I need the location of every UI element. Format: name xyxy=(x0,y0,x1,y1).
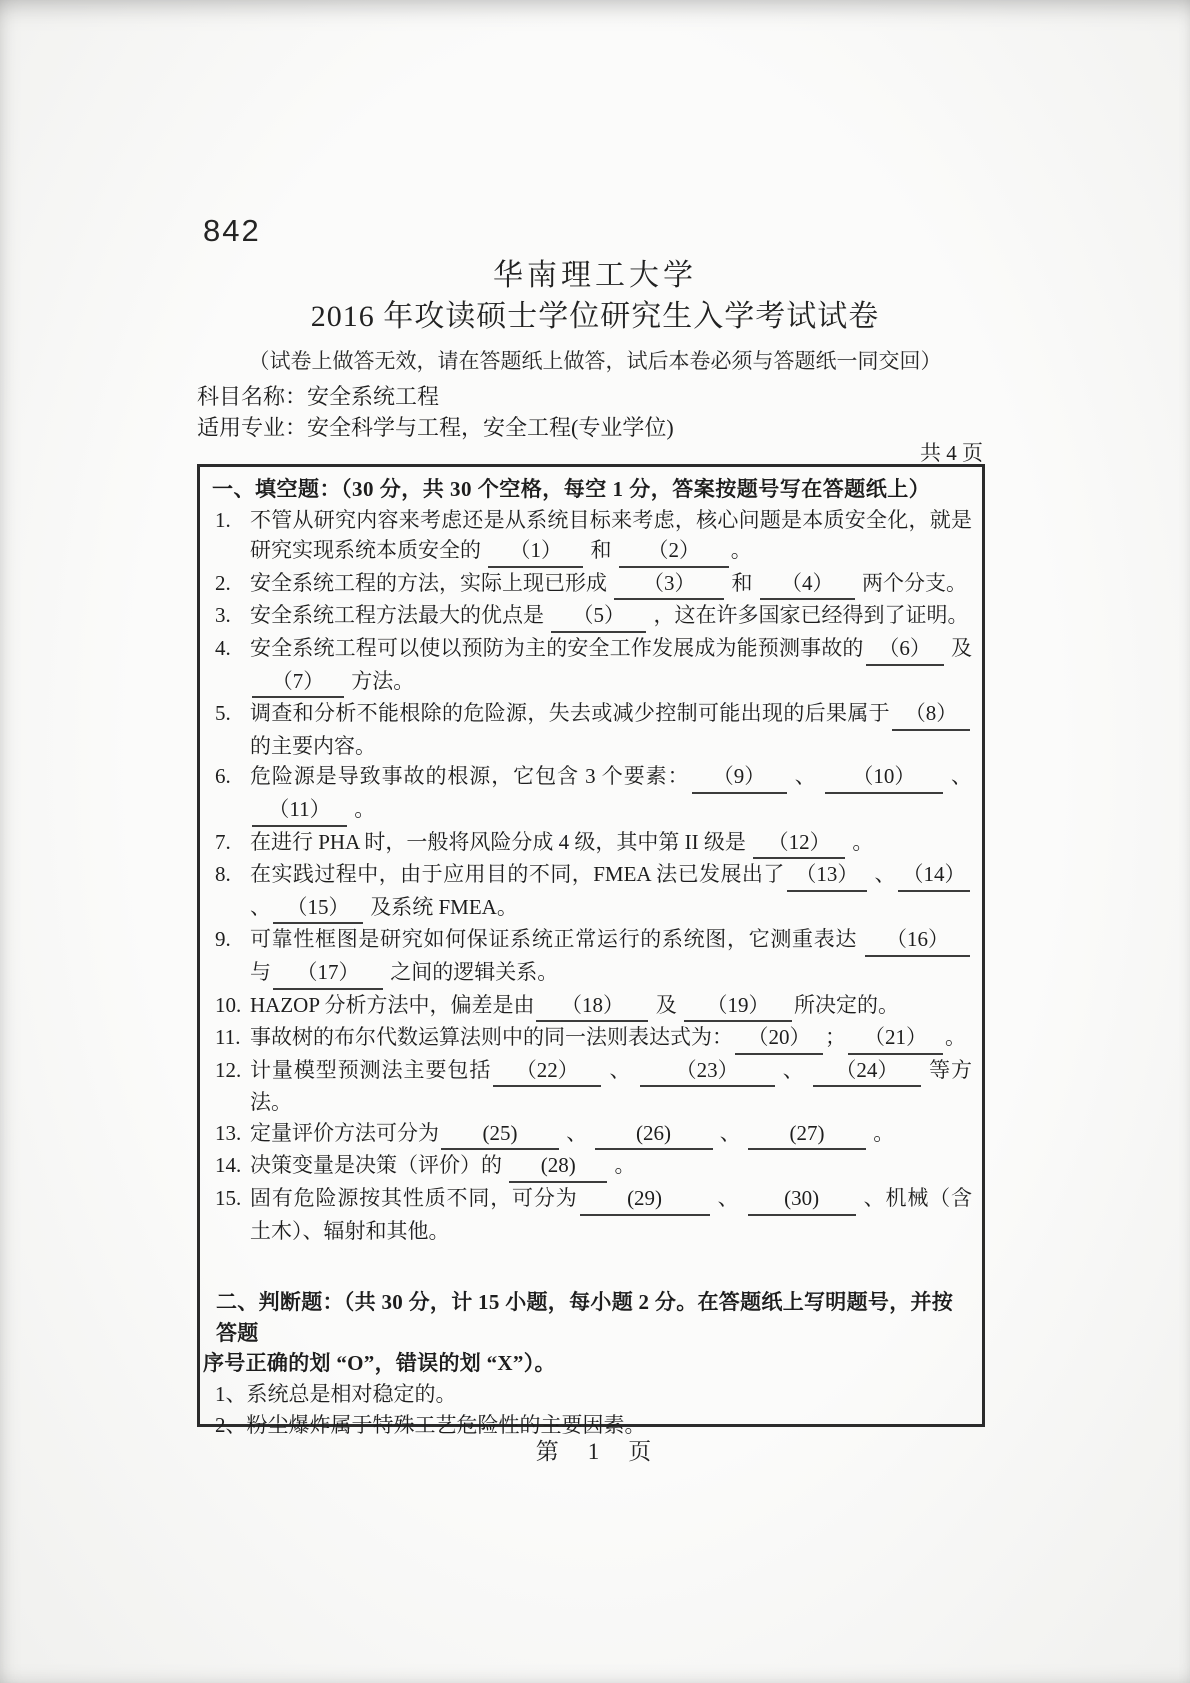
blank-field: （12） xyxy=(753,827,845,860)
question-text: 事故树的布尔代数运算法则中的同一法则表达式为： （20） ； （21） 。 xyxy=(250,1025,966,1049)
blank-field: （8） xyxy=(892,698,970,731)
question-text: 定量评价方法可分为 (25) 、 (26) 、 (27) 。 xyxy=(250,1121,894,1145)
question-number: 6. xyxy=(215,764,231,789)
fill-item xyxy=(208,1183,972,1246)
fill-item xyxy=(208,859,972,924)
section2-heading xyxy=(203,1287,972,1379)
question-text: 在实践过程中，由于应用目的不同，FMEA 法已发展出了 （13） 、 （14） 、 （15） 及系统 FMEA。 xyxy=(250,862,972,919)
question-text: 在进行 PHA 时，一般将风险分成 4 级，其中第 II 级是 （12） 。 xyxy=(250,830,873,854)
question-text: 决策变量是决策（评价）的 (28) 。 xyxy=(250,1153,636,1177)
blank-field: （24） xyxy=(813,1055,921,1088)
blank-field: (28) xyxy=(509,1150,607,1183)
blank-field: （11） xyxy=(252,794,347,827)
question-number: 4. xyxy=(215,635,231,660)
blank-field: (29) xyxy=(580,1183,710,1216)
blank-field: （2） xyxy=(619,535,729,568)
question-number: 15. xyxy=(215,1186,242,1211)
blank-field: （22） xyxy=(493,1055,601,1088)
fill-item xyxy=(208,505,972,568)
blank-field: （17） xyxy=(273,957,383,990)
blank-field: （18） xyxy=(536,990,648,1023)
fill-item xyxy=(208,1055,972,1118)
fill-item xyxy=(208,924,972,989)
blank-field: （1） xyxy=(488,535,583,568)
question-number: 14. xyxy=(215,1153,242,1178)
question-text: 可靠性框图是研究如何保证系统正常运行的系统图，它测重表达 （16） 与 （17） 之间的逻辑关系。 xyxy=(250,927,972,984)
blank-field: （23） xyxy=(640,1055,775,1088)
fill-in-blank-list xyxy=(208,505,972,1247)
question-text: 安全系统工程可以使以预防为主的安全工作发展成为能预测事故的 （6） 及 （7） 方法。 xyxy=(250,636,972,693)
question-number: 12. xyxy=(215,1057,242,1082)
question-number: 1、 xyxy=(215,1382,247,1407)
question-text: 固有危险源按其性质不同，可分为 (29) 、 (30) 、机械（含土木）、辐射和其他。 xyxy=(250,1186,972,1243)
question-text: 安全系统工程方法最大的优点是 （5） ，这在许多国家已经得到了证明。 xyxy=(250,603,969,627)
question-text: 安全系统工程的方法，实际上现已形成 （3） 和 （4） 两个分支。 xyxy=(250,571,967,595)
question-text: 计量模型预测法主要包括 （22） 、 （23） 、 （24） 等方法。 xyxy=(250,1058,972,1115)
question-text: 不管从研究内容来考虑还是从系统目标来考虑，核心问题是本质安全化，就是研究实现系统本质安全的 （1） 和 （2） 。 xyxy=(250,508,972,563)
blank-field: (26) xyxy=(595,1118,713,1151)
blank-field: （5） xyxy=(551,600,646,633)
question-text: 系统总是相对稳定的。 xyxy=(246,1382,457,1407)
major-value: 安全科学与工程，安全工程(专业学位) xyxy=(307,415,674,440)
fill-item xyxy=(208,1118,972,1151)
blank-field: （9） xyxy=(692,761,787,794)
question-number: 10. xyxy=(215,992,242,1017)
blank-field: （7） xyxy=(252,666,344,699)
question-number: 9. xyxy=(215,927,231,952)
blank-field: （6） xyxy=(866,633,944,666)
fill-item xyxy=(208,1150,972,1183)
section2-heading-line2: 序号正确的划 “O”，错误的划 “X”）。 xyxy=(203,1351,556,1376)
blank-field: （14） xyxy=(898,859,970,892)
fill-item xyxy=(208,990,972,1023)
subject-line xyxy=(197,380,439,411)
question-box xyxy=(197,464,985,1437)
blank-field: （19） xyxy=(684,990,792,1023)
question-number: 8. xyxy=(215,862,231,887)
major-line xyxy=(197,411,674,442)
exam-code: 842 xyxy=(203,213,261,248)
question-number: 13. xyxy=(215,1120,242,1145)
section1-heading: 一、填空题：（30 分，共 30 个空格，每空 1 分，答案按题号写在答题纸上） xyxy=(212,477,931,501)
blank-field: （3） xyxy=(614,568,724,601)
question-number: 11. xyxy=(215,1025,241,1050)
true-false-item xyxy=(208,1379,972,1410)
blank-field: (25) xyxy=(441,1118,559,1151)
total-pages: 共 4 页 xyxy=(920,441,983,465)
blank-field: （21） xyxy=(848,1022,943,1055)
fill-item xyxy=(208,827,972,860)
question-number: 1. xyxy=(215,507,231,532)
major-label: 适用专业： xyxy=(197,415,308,440)
blank-field: (27) xyxy=(748,1118,866,1151)
fill-item xyxy=(208,761,972,826)
exam-title: 2016 年攻读硕士学位研究生入学考试试卷 xyxy=(310,300,880,333)
fill-item xyxy=(208,698,972,761)
university-name: 华南理工大学 xyxy=(493,259,697,292)
question-text: 危险源是导致事故的根源，它包含 3 个要素： （9） 、 （10） 、（11） 。 xyxy=(250,764,972,821)
blank-field: （16） xyxy=(865,924,970,957)
true-false-list xyxy=(208,1379,972,1440)
fill-item xyxy=(208,1022,972,1055)
question-text: 粉尘爆炸属于特殊工艺危险性的主要因素。 xyxy=(246,1412,646,1437)
question-number: 2、 xyxy=(215,1412,247,1437)
blank-field: （4） xyxy=(760,568,855,601)
question-text: 调查和分析不能根除的危险源，失去或减少控制可能出现的后果属于 （8） 的主要内容。 xyxy=(250,701,972,758)
fill-item xyxy=(208,633,972,698)
blank-field: （10） xyxy=(825,761,943,794)
blank-field: （13） xyxy=(787,859,867,892)
subject-value: 安全系统工程 xyxy=(307,384,440,409)
question-number: 5. xyxy=(215,701,231,726)
fill-item xyxy=(208,568,972,601)
fill-item xyxy=(208,600,972,633)
blank-field: (30) xyxy=(748,1183,856,1216)
section2-heading-line1: 二、判断题：（共 30 分，计 15 小题，每小题 2 分。在答题纸上写明题号，并按答题 xyxy=(216,1290,954,1345)
exam-notice: （试卷上做答无效，请在答题纸上做答，试后本卷必须与答题纸一同交回） xyxy=(248,349,942,373)
question-number: 3. xyxy=(215,603,231,628)
question-text: HAZOP 分析方法中，偏差是由 （18） 及 （19） 所决定的。 xyxy=(250,993,899,1017)
blank-field: （20） xyxy=(735,1022,823,1055)
subject-label: 科目名称： xyxy=(197,384,308,409)
page-footer: 第 1 页 xyxy=(535,1439,655,1464)
blank-field: （15） xyxy=(273,892,363,925)
question-number: 7. xyxy=(215,829,231,854)
question-number: 2. xyxy=(215,570,231,595)
